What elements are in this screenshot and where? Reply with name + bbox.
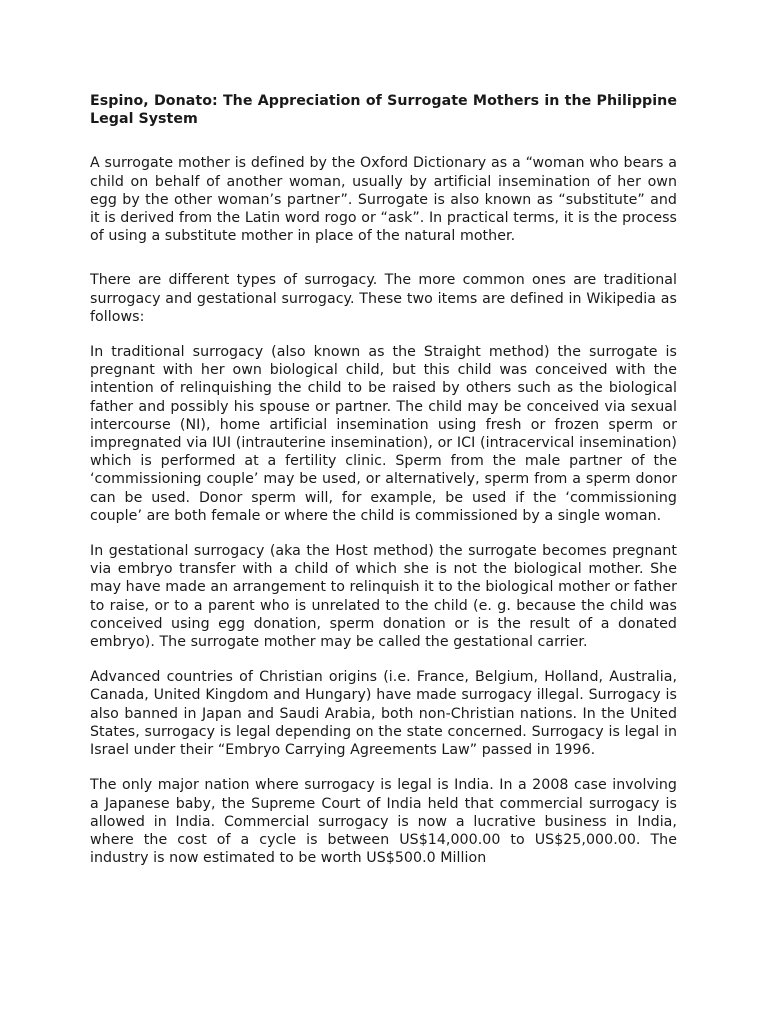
document-page [90, 92, 677, 884]
paragraph-legality-by-country: Advanced countries of Christian origins (i.e. France, Belgium, Holland, Australia, Canada, United Kingdom and Hungary) have made surrogacy illegal. Surrogacy is also banned in Japan and Saudi Arabia, both non-Christian nations. In the United States, surrogacy is legal depending on the state concerned. Surrogacy is legal in Israel under their “Embryo Carrying Agreements Law” passed in 1996. [90, 669, 677, 759]
paragraph-traditional-surrogacy: In traditional surrogacy (also known as the Straight method) the surrogate is pregnant with her own biological child, but this child was conceived with the intention of relinquishing the child to be raised by others such as the biological father and possibly his spouse or partner. The child may be conceived via sexual intercourse (NI), home artificial insemination using fresh or frozen sperm or impregnated via IUI (intrauterine insemination), or ICI (intracervical insemination) which is performed at a fertility clinic. Sperm from the male partner of the ‘commissioning couple’ may be used, or alternatively, sperm from a sperm donor can be used. Donor sperm will, for example, be used if the ‘commissioning couple’ are both female or where the child is commissioned by a single woman. [90, 344, 677, 524]
paragraph-gestational-surrogacy: In gestational surrogacy (aka the Host method) the surrogate becomes pregnant via embryo transfer with a child of which she is not the biological mother. She may have made an arrangement to relinquish it to the biological mother or father to raise, or to a parent who is unrelated to the child (e. g. because the child was conceived using egg donation, sperm donation or is the result of a donated embryo). The surrogate mother may be called the gestational carrier. [90, 543, 677, 651]
paragraph-types-of-surrogacy: There are different types of surrogacy. The more common ones are traditional surrogacy and gestational surrogacy. These two items are defined in Wikipedia as follows: [90, 272, 677, 325]
paragraph-india-surrogacy: The only major nation where surrogacy is legal is India. In a 2008 case involving a Japanese baby, the Supreme Court of India held that commercial surrogacy is allowed in India. Commercial surrogacy is now a lucrative business in India, where the cost of a cycle is between US$14,000.00 to US$25,000.00. The industry is now estimated to be worth US$500.0 Million [90, 777, 677, 867]
document-title: Espino, Donato: The Appreciation of Surrogate Mothers in the Philippine Legal System [90, 93, 677, 128]
paragraph-surrogate-definition: A surrogate mother is defined by the Oxford Dictionary as a “woman who bears a child on behalf of another woman, usually by artificial insemination of her own egg by the other woman’s partner”. Surrogate is also known as “substitute” and it is derived from the Latin word rogo or “ask”. In practical terms, it is the process of using a substitute mother in place of the natural mother. [90, 155, 677, 245]
